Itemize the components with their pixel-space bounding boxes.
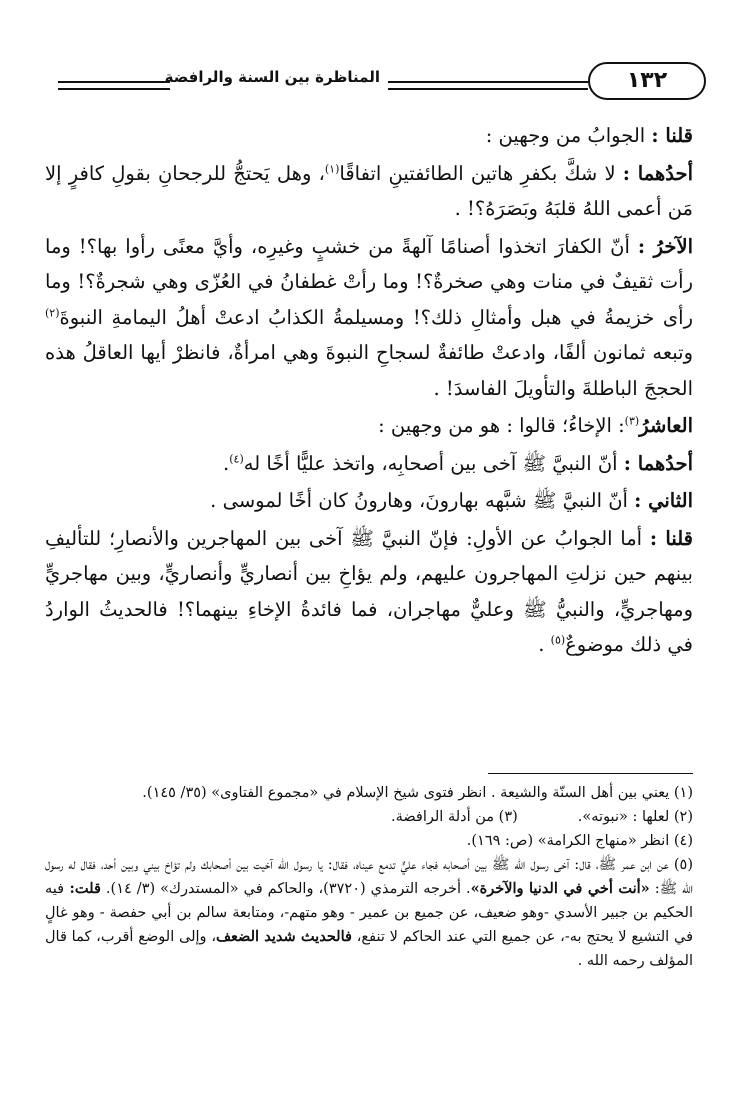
page-number: ١٣٢ — [588, 62, 706, 100]
footnote-ref[interactable]: (٥) — [550, 633, 566, 647]
paragraph — [45, 483, 693, 519]
paragraph — [45, 446, 693, 482]
paragraph-text: الجوابُ من وجهين : — [485, 124, 652, 147]
running-title: المناظرة بين السنة والرافضة — [164, 68, 380, 86]
footnote-4: (٤) انظر «منهاج الكرامة» (ص: ١٦٩). — [466, 833, 693, 849]
footnotes — [45, 781, 693, 973]
paragraph-text: لا شكَّ بكفرِ هاتين الطائفتينِ اتفاقًا — [339, 161, 623, 185]
paragraph-lead: أحدُهما : — [623, 451, 693, 475]
footnote-ref[interactable]: (١) — [324, 162, 340, 175]
paragraph — [45, 229, 693, 407]
footnote-5-quote: «أنت أخي في الدنيا والآخرة» — [470, 880, 650, 897]
paragraph-lead: أحدُهما : — [622, 161, 693, 185]
paragraph-text: أنّ الكفارَ اتخذوا أصنامًا آلهةً من خشبٍ وغيرِه، وأيَّ معنًى رأوا بها؟! وما رأت ثقيفٌ في منات وهي صخرةٌ؟! وما رأتْ غطفانُ في العُزّى وهي شجرةٌ؟! وما رأى خزيمةُ في هبل وأمثالِ ذلك؟! ومسيلمةُ الكذابُ ادعتْ أهلُ اليمامةِ النبوةَ — [45, 234, 693, 329]
footnote-5 — [45, 853, 693, 973]
paragraph-text: . — [223, 451, 230, 475]
footnote-1: (١) يعني بين أهل السنّة والشيعة . انظر فتوى شيخ الإسلام في «مجموع الفتاوى» (٣٥/ ١٤٥). — [142, 785, 693, 801]
footnote-3: (٣) من أدلة الرافضة. — [390, 809, 518, 825]
paragraph — [45, 408, 693, 444]
footnote-5-text: فيه الحكيم بن جبير الأسدي -وهو ضعيف، عن جميع بن عمير - وهو متهم-، ومتابعة سالم بن أبي حفصة - وهو غالٍ في التشيع لا يحتج به-، عن جميع التي عند الحاكم لا تنفع، — [45, 881, 693, 945]
paragraph-lead: العاشرُ — [639, 414, 693, 437]
paragraph-text: أما الجوابُ عن الأولِ: فإنّ النبيَّ ﷺ آخى بين المهاجرين والأنصارِ؛ للتأليفِ بينهم حين نزلتِ المهاجرون عليهم، ولم يؤاخِ بين أنصاريٍّ وأنصاريٍّ، وبين مهاجريٍّ ومهاجريٍّ، والنبيُّ ﷺ وعليٌّ مهاجران، فما فائدةُ الإخاءِ بينهما؟! فالحديثُ الواردُ في ذلك موضوعٌ — [45, 526, 693, 656]
header-rule-right — [388, 81, 588, 90]
header-rule-left — [58, 81, 170, 90]
paragraph-lead: قلنا : — [651, 124, 693, 147]
footnote-5-text: . أخرجه الترمذي (٣٧٢٠)، والحاكم في «المستدرك» (٣/ ١٤). — [100, 881, 471, 897]
paragraph-text: وتبعه ثمانون ألفًا، وادعتْ طائفةٌ لسجاحِ النبوةَ وهي امرأةٌ، فانظرْ أيها العاقلُ هذه الحججَ الباطلةَ والتأويلَ الفاسدَ! . — [45, 341, 693, 400]
footnote-5-text: (٥) عن ابن عمر ﷺ، قال: آخى رسول الله ﷺ بين أصحابه فجاء عليٌّ تدمع عيناه، فقال: يا رسول الله آخيت بين أصحابك ولم تؤاخ بيني وبين أحد، فقال له رسول الله ﷺ: — [45, 857, 694, 897]
paragraph-text: أنّ النبيَّ ﷺ آخى بين أصحابِه، واتخذ عليًّا أخًا له — [243, 451, 624, 475]
footnote-5-text: ، وإلى الوضع أقرب، كما قال المؤلف رحمه الله . — [45, 929, 693, 969]
footnote-5-comment-label: قلت: — [64, 880, 101, 897]
paragraph-lead: الآخرُ : — [637, 234, 693, 258]
main-text — [45, 118, 693, 665]
paragraph-lead: الثاني : — [634, 489, 693, 512]
footnote-2: (٢) لعلها : «نبوته». — [577, 809, 693, 825]
footnote-5-verdict: فالحديث شديد الضعف — [216, 928, 352, 945]
paragraph-text: ، وهل يَحتجُّ للرجحانِ بقولِ كافرٍ إلا مَن أعمى اللهُ قلبَهُ وبَصَرَهُ؟! . — [45, 161, 693, 220]
page-header — [58, 60, 706, 104]
paragraph — [45, 521, 693, 663]
paragraph — [45, 156, 693, 227]
footnote-ref[interactable]: (٣) — [624, 414, 640, 428]
paragraph-lead: قلنا : — [649, 526, 693, 550]
footnote-divider — [488, 773, 693, 774]
footnote-ref[interactable]: (٤) — [229, 452, 244, 465]
paragraph-text: : الإخاءُ؛ قالوا : هو من وجهين : — [378, 414, 625, 437]
footnote-ref[interactable]: (٢) — [45, 306, 60, 319]
paragraph-text: . — [538, 633, 551, 656]
paragraph — [45, 118, 693, 154]
footnote-row — [45, 805, 693, 829]
paragraph-text: أنّ النبيَّ ﷺ شبَّهه بهارونَ، وهارونُ كان أخًا لموسى . — [210, 489, 635, 512]
